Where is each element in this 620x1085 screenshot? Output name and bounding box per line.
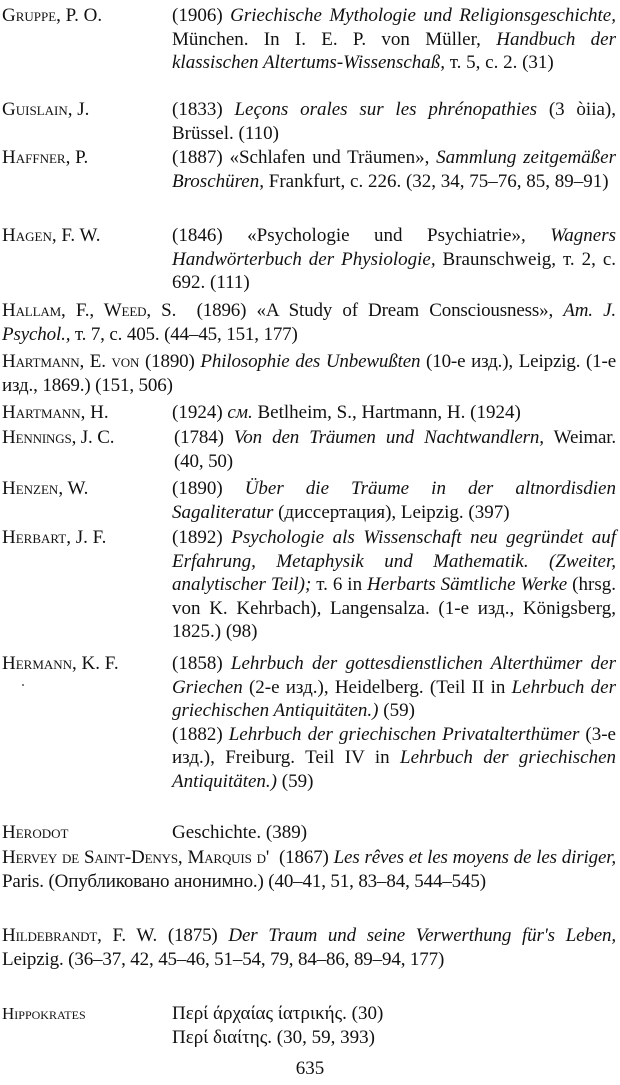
bibliography-entry [2, 821, 616, 845]
entry-author: Hildebrandt, F. W. [2, 925, 158, 946]
entry-author: Hartmann, H. [2, 402, 109, 423]
entry-author: Hallam, F., Weed, S. [2, 300, 177, 321]
entry-author: Hennings, J. C. [2, 427, 115, 448]
entry-author: Guislain, J. [2, 99, 90, 120]
entry-author: Gruppe, P. O. [2, 5, 103, 26]
entry-citation: (1858) Lehrbuch der gottesdienstlichen Alterthümer der Griechen (2-е изд.), Heidelberg. (Teil II in Lehrbuch der griechischen Antiquitäten.) (59) [172, 653, 617, 721]
bibliography-entry [2, 98, 616, 145]
entry-author: Hagen, F. W. [2, 225, 101, 246]
bibliography-entry [2, 224, 616, 295]
entry-author: Hippokrates [2, 1004, 86, 1023]
entry-citation: (1906) Griechische Mythologie und Religionsgeschichte, München. In I. E. P. von Müller, Handbuch der klassischen Altertums-Wissenschaß, т. 5, с. 2. (31) [172, 5, 617, 73]
entry-author: Haffner, P. [2, 147, 89, 168]
entry-citation: (1887) «Schlafen und Träumen», Sammlung zeitgemäßer Broschüren, Frankfurt, с. 226. (32, 34, 75–76, 85, 89–91) [172, 147, 616, 192]
entry-author: Hermann, K. F. [2, 653, 119, 674]
bibliography-entry [2, 846, 616, 893]
bibliography-entry [2, 526, 616, 644]
entry-citation: Περί άρχαίας ίατρικής. (30) [172, 1003, 384, 1024]
entry-author: Hartmann, E. von [2, 351, 140, 372]
entry-citation: (1924) см. Betlheim, S., Hartmann, H. (1924) [172, 402, 521, 423]
entry-citation: Geschichte. (389) [172, 822, 308, 843]
entry-author: Herodot [2, 822, 69, 843]
entry-citation: (1890) Über die Träume in der altnordisdien Sagaliteratur (диссертация), Leipzig. (397) [172, 478, 616, 523]
print-speck [22, 684, 24, 686]
entry-author: Hervey de Saint-Denys, Marquis d' [2, 847, 270, 868]
bibliography-entry [2, 426, 616, 473]
entry-citation-second: (1882) Lehrbuch der griechischen Privatalterthümer (3-е изд.), Freiburg. Teil IV in Lehrbuch der griechischen Antiquitäten.) (59) [172, 723, 617, 792]
page-number: 635 [295, 1058, 325, 1079]
entry-author: Henzen, W. [2, 478, 89, 499]
entry-citation-second: Περί διαίτης. (30, 59, 393) [172, 1026, 375, 1048]
bibliography-entry [2, 401, 616, 425]
entry-citation: Hildebrandt, F. W. (1875) Der Traum und seine Verwerthung für's Leben, Leipzig. (36–37, 42, 45–46, 51–54, 79, 84–86, 89–94, 177) [2, 925, 616, 970]
entry-author: Herbart, J. F. [2, 527, 107, 548]
bibliography-entry [2, 146, 616, 193]
entry-citation: (1784) Von den Träumen und Nachtwandlern, Weimar. (40, 50) [174, 427, 617, 472]
entry-citation: Hartmann, E. von (1890) Philosophie des Unbewußten (10-е изд.), Leipzig. (1-е изд., 1869.) (151, 506) [2, 351, 616, 396]
bibliography-entry [2, 924, 616, 971]
bibliography-entry [2, 652, 616, 793]
bibliography-entry [2, 477, 616, 524]
entry-citation: Hallam, F., Weed, S. (1896) «A Study of Dream Consciousness», Am. J. Psychol., т. 7, с. 405. (44–45, 151, 177) [2, 300, 616, 345]
bibliography-entry [2, 299, 616, 346]
entry-citation: Hervey de Saint-Denys, Marquis d' (1867) Les rêves et les moyens de les diriger, Paris. (Опубликовано анонимно.) (40–41, 51, 83–84, 544–545) [2, 847, 616, 892]
entry-citation: (1833) Leçons orales sur les phrénopathies (3 òiia), Brüssel. (110) [172, 99, 616, 144]
entry-citation: (1892) Psychologie als Wissenschaft neu gegründet auf Erfahrung, Metaphysik und Mathematik. (Zweiter, analytischer Teil); т. 6 in Herbarts Sämtliche Werke (hrsg. von K. Kehrbach), Langensalza. (1-е изд., Königsberg, 1825.) (98) [172, 527, 617, 642]
bibliography-entry [2, 1002, 616, 1049]
bibliography-entry [2, 350, 616, 397]
entry-citation: (1846) «Psychologie und Psychiatrie», Wagners Handwörterbuch der Physiologie, Braunschweig, т. 2, с. 692. (111) [172, 225, 616, 293]
bibliography-entry [2, 4, 616, 75]
